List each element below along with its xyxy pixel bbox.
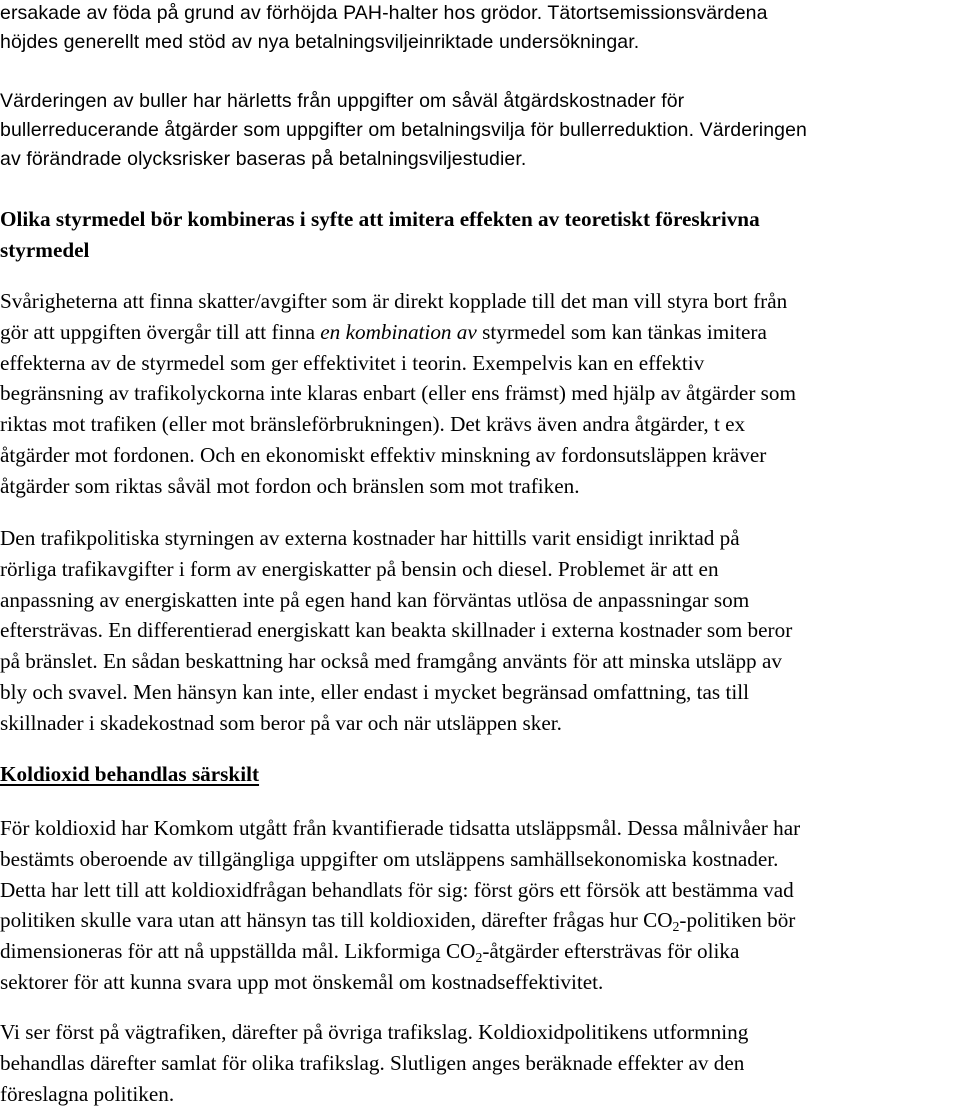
text-line: bly och svavel. Men hänsyn kan inte, eller endast i mycket begränsad omfattning, tas till (0, 679, 750, 704)
text-line: föreslagna politiken. (0, 1081, 175, 1106)
emphasis-text: en kombination av (320, 319, 477, 344)
text-line: sektorer för att kunna svara upp mot önskemål om kostnadseffektivitet. (0, 969, 604, 994)
text-line (0, 905, 958, 936)
styrmedel-paragraph-1 (0, 286, 958, 502)
heading-line: Olika styrmedel bör kombineras i syfte att imitera effekten av teoretiskt föreskrivna (0, 207, 760, 231)
text-line: bullerreducerande åtgärder som uppgifter om betalningsvilja för bullerreduktion. Värderingen (0, 119, 807, 141)
text-line: rörliga trafikavgifter i form av energiskatter på bensin och diesel. Problemet är att en (0, 556, 719, 581)
text-line: höjdes generellt med stöd av nya betalningsviljeinriktade undersökningar. (0, 31, 640, 53)
text-line: Vi ser först på vägtrafiken, därefter på övriga trafikslag. Koldioxidpolitikens utformning (0, 1020, 749, 1044)
text-line: skillnader i skadekostnad som beror på var och när utsläppen sker. (0, 710, 562, 735)
koldioxid-paragraph-2 (0, 1017, 958, 1109)
text-line: För koldioxid har Komkom utgått från kvantifierade tidsatta utsläppsmål. Dessa målnivåer har (0, 816, 801, 840)
text-line: Detta har lett till att koldioxidfrågan behandlats för sig: först görs ett försök att bestämma vad (0, 877, 794, 902)
text-line: åtgärder mot fordonen. Och en ekonomiskt effektiv minskning av fordonsutsläppen kräver (0, 442, 767, 467)
text-segment: gör att uppgiften övergår till att finna (0, 319, 321, 344)
text-line: riktas mot trafiken (eller mot bränsleförbrukningen). Det krävs även andra åtgärder, t ex (0, 412, 746, 437)
section-heading-styrmedel (0, 204, 958, 266)
text-line: Värderingen av buller har härletts från uppgifter om såväl åtgärdskostnader för (0, 90, 685, 112)
styrmedel-paragraph-2 (0, 523, 958, 739)
text-segment: dimensioneras för att nå uppställda mål. Likformiga CO (0, 939, 476, 964)
section-heading-koldioxid (0, 759, 958, 789)
text-line: eftersträvas. En differentierad energiskatt kan beakta skillnader i externa kostnader som beror (0, 618, 793, 643)
text-segment: -politiken bör (679, 908, 796, 933)
subscript: 2 (672, 919, 680, 935)
heading-line: Koldioxid behandlas särskilt (0, 762, 260, 786)
text-segment: styrmedel som kan tänkas imitera (476, 319, 767, 344)
text-line: anpassning av energiskatten inte på egen hand kan förväntas utlösa de anpassningar som (0, 587, 750, 612)
subscript: 2 (475, 950, 483, 966)
text-line: ersakade av föda på grund av förhöjda PAH-halter hos grödor. Tätortsemissionsvärdena (0, 2, 768, 24)
text-line: behandlas därefter samlat för olika trafikslag. Slutligen anges beräknade effekter av den (0, 1050, 745, 1075)
koldioxid-paragraph-1 (0, 813, 958, 998)
text-line (0, 936, 958, 967)
text-line: begränsning av trafikolyckorna inte klaras enbart (eller ens främst) med hjälp av åtgärder som (0, 381, 796, 406)
text-line: Den trafikpolitiska styrningen av externa kostnader har hittills varit ensidigt inriktad på (0, 526, 740, 550)
intro-paragraph-2 (0, 87, 958, 174)
text-line: bestämts oberoende av tillgängliga uppgifter om utsläppens samhällsekonomiska kostnader. (0, 846, 779, 871)
heading-line: styrmedel (0, 237, 90, 262)
text-segment: -åtgärder eftersträvas för olika (482, 939, 740, 964)
text-line (0, 317, 958, 348)
text-line: åtgärder som riktas såväl mot fordon och bränslen som mot trafiken. (0, 473, 580, 498)
text-line: av förändrade olycksrisker baseras på betalningsviljestudier. (0, 148, 527, 170)
text-segment: politiken skulle vara utan att hänsyn tas till koldioxiden, därefter frågas hur CO (0, 908, 673, 933)
intro-paragraph-1 (0, 0, 958, 57)
text-line: Svårigheterna att finna skatter/avgifter som är direkt kopplade till det man vill styra bort från (0, 289, 788, 313)
text-line: effekterna av de styrmedel som ger effektivitet i teorin. Exempelvis kan en effektiv (0, 350, 705, 375)
text-line: på bränslet. En sådan beskattning har också med framgång använts för att minska utsläpp av (0, 649, 782, 674)
